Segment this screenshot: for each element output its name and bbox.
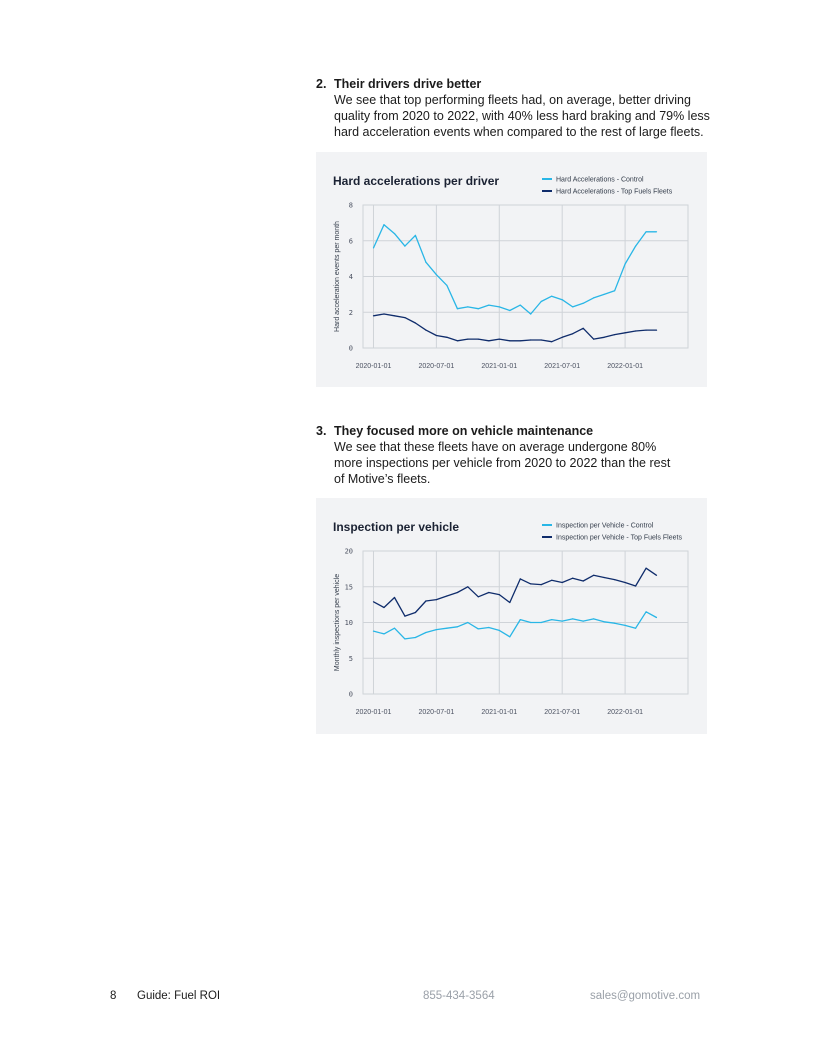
data-point-control — [646, 231, 647, 232]
data-point-control — [635, 246, 636, 247]
data-point-top-fleets — [457, 340, 458, 341]
data-point-control — [562, 621, 563, 622]
data-point-control — [425, 262, 426, 263]
data-point-top-fleets — [467, 586, 468, 587]
data-point-control — [593, 618, 594, 619]
data-point-top-fleets — [530, 583, 531, 584]
data-point-control — [509, 310, 510, 311]
data-point-top-fleets — [404, 317, 405, 318]
y-tick-label: 8 — [348, 201, 353, 210]
data-point-top-fleets — [551, 580, 552, 581]
data-point-control — [425, 632, 426, 633]
series-line-control — [374, 225, 657, 314]
email-link[interactable]: sales@gomotive.com — [590, 990, 701, 1002]
data-point-top-fleets — [478, 596, 479, 597]
y-tick-label: 2 — [348, 308, 353, 317]
x-tick-label: 2021-07-01 — [544, 363, 581, 370]
y-axis-label: Monthly inspections per vehicle — [334, 573, 341, 672]
data-point-control — [373, 247, 374, 248]
x-tick-label: 2022-01-01 — [607, 709, 644, 716]
data-point-control — [446, 285, 447, 286]
series-line-top-fleets — [374, 314, 657, 342]
legend-label: Inspection per Vehicle - Control — [556, 522, 654, 530]
data-point-top-fleets — [446, 337, 447, 338]
data-point-control — [604, 294, 605, 295]
data-point-top-fleets — [394, 315, 395, 316]
data-point-top-fleets — [583, 580, 584, 581]
data-point-top-fleets — [593, 339, 594, 340]
body-line: We see that these fleets have on average undergone 80% — [334, 440, 657, 454]
data-point-control — [604, 621, 605, 622]
data-point-top-fleets — [394, 597, 395, 598]
chart-title: Hard accelerations per driver — [333, 174, 500, 188]
data-point-top-fleets — [562, 582, 563, 583]
x-tick-label: 2021-01-01 — [481, 709, 518, 716]
section-number: 3. — [316, 424, 327, 438]
data-point-control — [457, 308, 458, 309]
section-title: They focused more on vehicle maintenance — [334, 424, 594, 438]
y-tick-label: 0 — [348, 344, 353, 353]
y-tick-label: 5 — [348, 654, 353, 663]
body-line: quality from 2020 to 2022, with 40% less hard braking and 79% less — [334, 109, 710, 123]
data-point-control — [625, 263, 626, 264]
x-tick-label: 2020-07-01 — [418, 709, 455, 716]
y-tick-label: 10 — [344, 619, 353, 627]
legend-label: Hard Accelerations - Top Fuels Fleets — [556, 188, 673, 196]
data-point-top-fleets — [646, 568, 647, 569]
y-tick-label: 15 — [344, 583, 353, 592]
data-point-control — [478, 628, 479, 629]
data-point-control — [457, 626, 458, 627]
section-body — [316, 439, 716, 487]
data-point-top-fleets — [509, 602, 510, 603]
data-point-top-fleets — [614, 334, 615, 335]
section-body — [316, 92, 716, 140]
legend-label: Hard Accelerations - Control — [556, 176, 644, 184]
body-line: We see that top performing fleets had, on average, better driving — [334, 93, 691, 107]
section-heading — [316, 76, 716, 92]
data-point-top-fleets — [583, 328, 584, 329]
y-tick-label: 4 — [348, 273, 353, 281]
data-point-control — [478, 308, 479, 309]
data-point-control — [656, 617, 657, 618]
x-tick-label: 2021-07-01 — [544, 709, 581, 716]
data-point-control — [383, 633, 384, 634]
chart-title: Inspection per vehicle — [333, 520, 460, 534]
y-axis-label: Hard acceleration events per month — [334, 221, 341, 332]
data-point-top-fleets — [656, 330, 657, 331]
data-point-top-fleets — [415, 612, 416, 613]
data-point-control — [530, 622, 531, 623]
data-point-top-fleets — [572, 333, 573, 334]
chart-card-inspections — [316, 498, 707, 734]
data-point-control — [614, 623, 615, 624]
data-point-control — [467, 306, 468, 307]
data-point-top-fleets — [436, 599, 437, 600]
data-point-control — [499, 630, 500, 631]
data-point-top-fleets — [572, 578, 573, 579]
data-point-control — [373, 631, 374, 632]
data-point-control — [593, 297, 594, 298]
data-point-control — [415, 637, 416, 638]
data-point-top-fleets — [625, 332, 626, 333]
data-point-control — [551, 619, 552, 620]
data-point-control — [446, 628, 447, 629]
data-point-top-fleets — [646, 330, 647, 331]
x-tick-label: 2020-01-01 — [355, 709, 392, 716]
data-point-control — [509, 636, 510, 637]
data-point-top-fleets — [635, 330, 636, 331]
data-point-top-fleets — [478, 339, 479, 340]
data-point-control — [541, 301, 542, 302]
y-tick-label: 0 — [348, 690, 353, 699]
data-point-control — [520, 619, 521, 620]
data-point-control — [499, 306, 500, 307]
body-line: hard acceleration events when compared to the rest of large fleets. — [334, 125, 704, 139]
data-point-control — [625, 625, 626, 626]
data-point-control — [520, 305, 521, 306]
data-point-top-fleets — [509, 340, 510, 341]
section-driving-quality — [316, 76, 716, 140]
body-line: of Motive’s fleets. — [334, 472, 431, 486]
data-point-control — [394, 233, 395, 234]
data-point-top-fleets — [488, 340, 489, 341]
data-point-control — [383, 224, 384, 225]
data-point-top-fleets — [593, 575, 594, 576]
data-point-top-fleets — [499, 594, 500, 595]
data-point-top-fleets — [625, 582, 626, 583]
data-point-top-fleets — [383, 607, 384, 608]
data-point-control — [646, 611, 647, 612]
data-point-top-fleets — [520, 578, 521, 579]
data-point-control — [404, 246, 405, 247]
x-tick-label: 2020-07-01 — [418, 363, 455, 370]
data-point-control — [394, 628, 395, 629]
body-line: more inspections per vehicle from 2020 to 2022 than the rest — [334, 456, 671, 470]
data-point-control — [635, 628, 636, 629]
data-point-control — [583, 621, 584, 622]
x-tick-label: 2020-01-01 — [355, 363, 392, 370]
data-point-control — [572, 618, 573, 619]
data-point-control — [530, 313, 531, 314]
data-point-top-fleets — [425, 330, 426, 331]
data-point-top-fleets — [467, 339, 468, 340]
data-point-top-fleets — [635, 585, 636, 586]
data-point-top-fleets — [436, 335, 437, 336]
data-point-control — [436, 274, 437, 275]
data-point-top-fleets — [604, 337, 605, 338]
data-point-top-fleets — [457, 592, 458, 593]
data-point-top-fleets — [541, 584, 542, 585]
x-tick-label: 2022-01-01 — [607, 363, 644, 370]
data-point-top-fleets — [604, 577, 605, 578]
data-point-control — [583, 303, 584, 304]
data-point-top-fleets — [373, 601, 374, 602]
chart-card-hard-accelerations — [316, 152, 707, 387]
y-tick-label: 6 — [348, 237, 353, 246]
page-number: 8 — [110, 990, 117, 1002]
data-point-top-fleets — [415, 322, 416, 323]
data-point-top-fleets — [530, 339, 531, 340]
y-tick-label: 20 — [344, 547, 353, 556]
data-point-top-fleets — [446, 595, 447, 596]
data-point-top-fleets — [551, 341, 552, 342]
data-point-top-fleets — [499, 339, 500, 340]
data-point-top-fleets — [404, 616, 405, 617]
data-point-control — [551, 296, 552, 297]
data-point-top-fleets — [383, 313, 384, 314]
data-point-control — [541, 622, 542, 623]
data-point-top-fleets — [614, 579, 615, 580]
data-point-control — [436, 629, 437, 630]
data-point-control — [467, 622, 468, 623]
data-point-top-fleets — [562, 337, 563, 338]
data-point-top-fleets — [425, 600, 426, 601]
data-point-control — [488, 627, 489, 628]
data-point-top-fleets — [520, 340, 521, 341]
inspection-per-vehicle-chart — [316, 498, 707, 734]
section-vehicle-maintenance — [316, 423, 716, 487]
data-point-control — [404, 638, 405, 639]
data-point-control — [656, 231, 657, 232]
section-title: Their drivers drive better — [334, 77, 482, 91]
section-heading — [316, 423, 716, 439]
data-point-control — [562, 299, 563, 300]
guide-title: Guide: Fuel ROI — [137, 990, 221, 1002]
section-number: 2. — [316, 77, 327, 91]
series-line-top-fleets — [374, 568, 657, 616]
phone-number[interactable]: 855-434-3564 — [423, 990, 495, 1002]
legend-label: Inspection per Vehicle - Top Fuels Fleets — [556, 534, 682, 542]
data-point-top-fleets — [541, 339, 542, 340]
data-point-control — [415, 235, 416, 236]
data-point-top-fleets — [373, 315, 374, 316]
data-point-top-fleets — [656, 575, 657, 576]
series-line-control — [374, 612, 657, 639]
data-point-control — [614, 290, 615, 291]
data-point-control — [488, 305, 489, 306]
x-tick-label: 2021-01-01 — [481, 363, 518, 370]
hard-accelerations-chart — [316, 152, 707, 387]
data-point-top-fleets — [488, 592, 489, 593]
data-point-control — [572, 306, 573, 307]
